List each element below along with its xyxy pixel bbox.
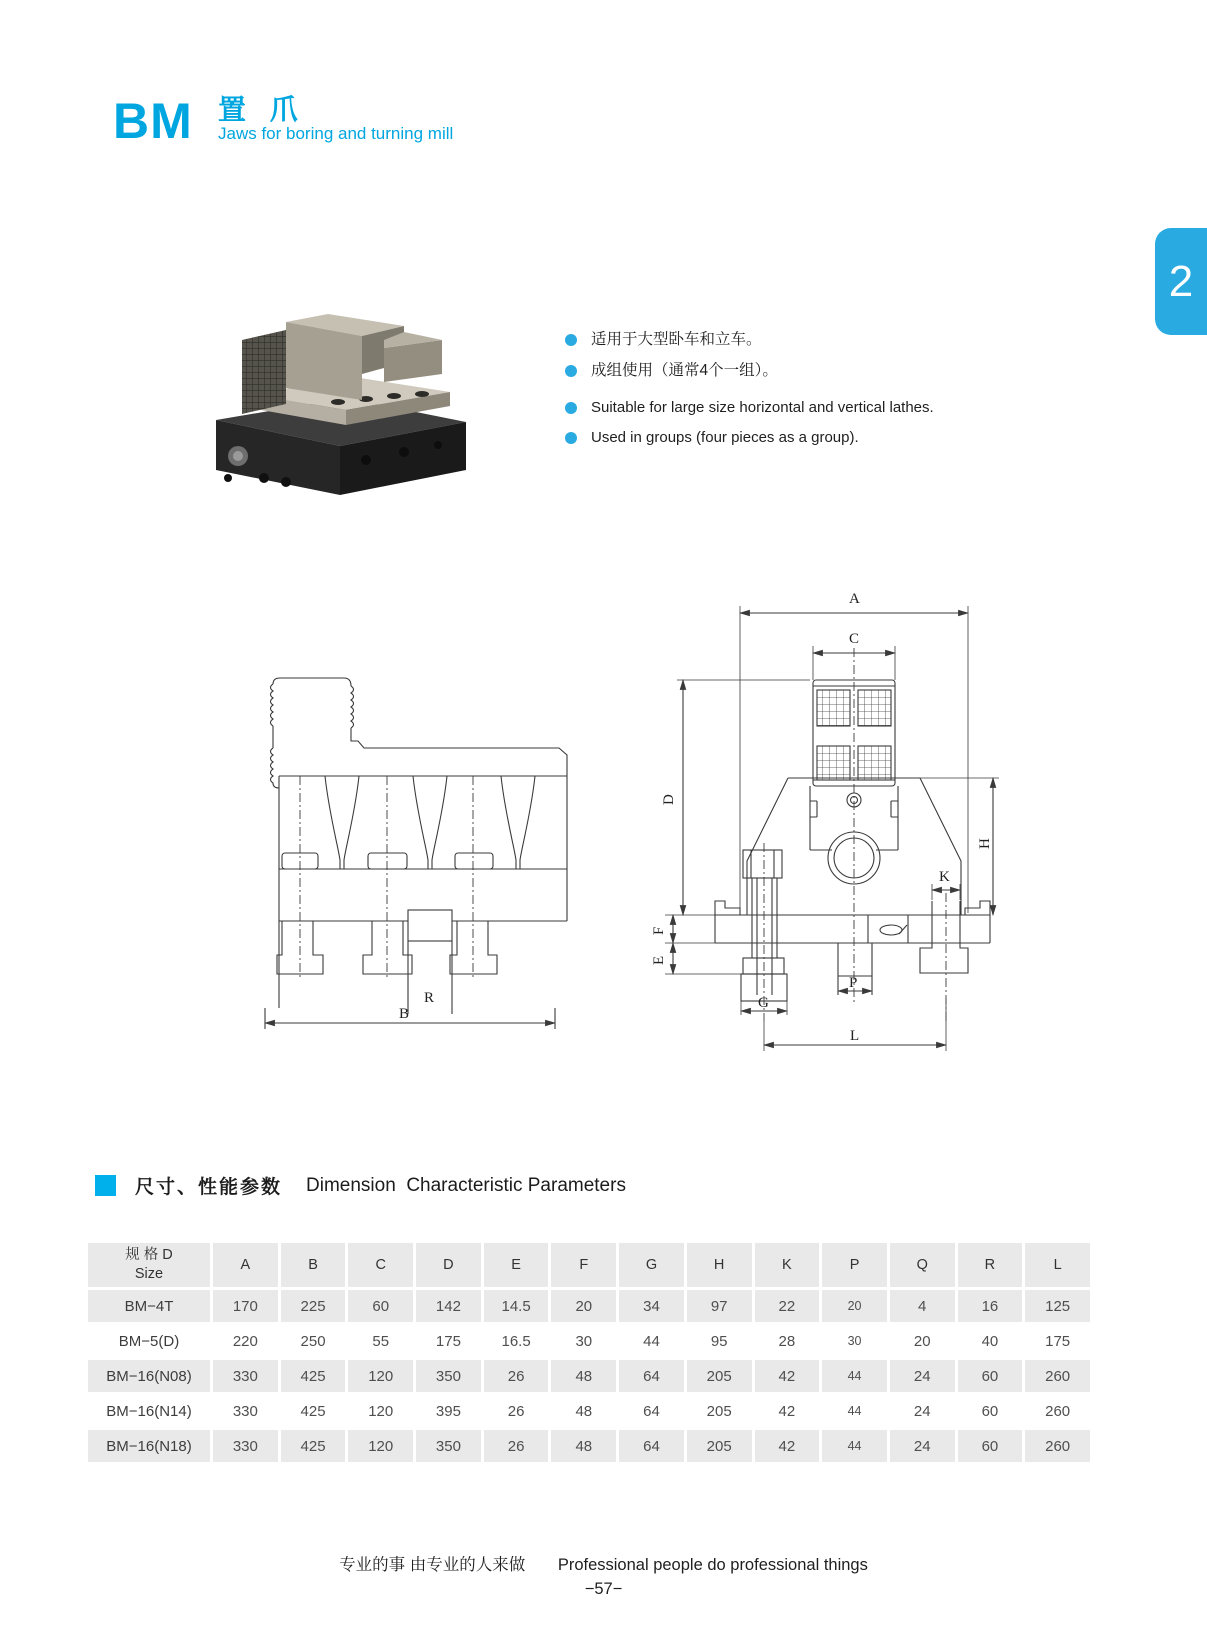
bullet-icon [565, 334, 577, 346]
feature-item [565, 330, 1085, 350]
value-cell-l: 125 [1025, 1290, 1090, 1322]
section-title-zh: 尺寸、性能参数 [135, 1177, 283, 1198]
value-cell-d: 350 [416, 1430, 481, 1462]
footer-slogan-zh: 专业的事 由专业的人来做 [339, 1556, 526, 1574]
table-row [88, 1290, 1090, 1322]
size-column-header [88, 1243, 210, 1287]
value-cell-d: 142 [416, 1290, 481, 1322]
value-cell-l: 260 [1025, 1360, 1090, 1392]
chapter-number: 2 [1168, 256, 1194, 306]
value-cell-q: 4 [890, 1290, 955, 1322]
value-cell-r: 16 [958, 1290, 1023, 1322]
table-row [88, 1360, 1090, 1392]
size-cell: BM−4T [88, 1290, 210, 1322]
features-zh [565, 330, 1085, 392]
value-cell-c: 120 [348, 1360, 413, 1392]
feature-item [565, 361, 1085, 381]
section-title [95, 1172, 626, 1199]
value-cell-l: 260 [1025, 1430, 1090, 1462]
value-cell-h: 97 [687, 1290, 752, 1322]
value-cell-q: 24 [890, 1360, 955, 1392]
value-cell-q: 24 [890, 1430, 955, 1462]
value-cell-g: 64 [619, 1360, 684, 1392]
dim-label-p: P [849, 975, 858, 991]
dim-label-h: H [977, 838, 993, 849]
feature-text: 成组使用（通常4个一组）。 [591, 362, 778, 379]
value-cell-k: 42 [755, 1395, 820, 1427]
value-cell-r: 60 [958, 1430, 1023, 1462]
value-cell-f: 48 [551, 1395, 616, 1427]
size-cell: BM−16(N18) [88, 1430, 210, 1462]
bullet-icon [565, 402, 577, 414]
value-cell-c: 55 [348, 1325, 413, 1357]
value-cell-b: 225 [281, 1290, 346, 1322]
value-cell-p: 44 [822, 1430, 887, 1462]
size-cell: BM−16(N14) [88, 1395, 210, 1427]
value-cell-r: 60 [958, 1395, 1023, 1427]
column-header-e: E [484, 1243, 549, 1287]
value-cell-d: 175 [416, 1325, 481, 1357]
table-header-row [88, 1243, 1090, 1287]
value-cell-a: 330 [213, 1360, 278, 1392]
value-cell-p: 44 [822, 1395, 887, 1427]
dim-label-f: F [651, 926, 667, 935]
value-cell-g: 64 [619, 1395, 684, 1427]
features-en [565, 398, 1085, 458]
value-cell-b: 425 [281, 1430, 346, 1462]
value-cell-k: 42 [755, 1430, 820, 1462]
column-header-f: F [551, 1243, 616, 1287]
value-cell-k: 22 [755, 1290, 820, 1322]
value-cell-h: 205 [687, 1430, 752, 1462]
value-cell-a: 220 [213, 1325, 278, 1357]
value-cell-a: 330 [213, 1395, 278, 1427]
dim-label-a: A [849, 591, 860, 607]
value-cell-e: 26 [484, 1430, 549, 1462]
value-cell-f: 30 [551, 1325, 616, 1357]
value-cell-k: 28 [755, 1325, 820, 1357]
column-header-l: L [1025, 1243, 1090, 1287]
size-cell: BM−5(D) [88, 1325, 210, 1357]
chapter-tab [1155, 228, 1207, 335]
size-header-zh: 规 格 D [125, 1247, 173, 1263]
column-header-h: H [687, 1243, 752, 1287]
value-cell-c: 120 [348, 1395, 413, 1427]
bullet-icon [565, 432, 577, 444]
value-cell-e: 26 [484, 1395, 549, 1427]
column-header-c: C [348, 1243, 413, 1287]
product-photo [198, 282, 478, 496]
value-cell-g: 64 [619, 1430, 684, 1462]
value-cell-p: 30 [822, 1325, 887, 1357]
value-cell-r: 40 [958, 1325, 1023, 1357]
dim-label-b: B [399, 1006, 410, 1022]
value-cell-f: 48 [551, 1430, 616, 1462]
value-cell-h: 205 [687, 1360, 752, 1392]
feature-item [565, 398, 1085, 417]
page-title-zh: 置 爪 [218, 94, 306, 125]
bullet-icon [565, 365, 577, 377]
dim-label-c: C [849, 631, 860, 647]
footer-slogan-en: Professional people do professional things [557, 1556, 868, 1574]
value-cell-f: 20 [551, 1290, 616, 1322]
value-cell-q: 20 [890, 1325, 955, 1357]
value-cell-b: 250 [281, 1325, 346, 1357]
dim-label-l: L [850, 1028, 860, 1044]
section-title-en: Dimension Characteristic Parameters [306, 1174, 626, 1196]
value-cell-p: 20 [822, 1290, 887, 1322]
value-cell-d: 350 [416, 1360, 481, 1392]
value-cell-f: 48 [551, 1360, 616, 1392]
value-cell-p: 44 [822, 1360, 887, 1392]
dimension-table-body [88, 1290, 1090, 1462]
size-header-en: Size [134, 1266, 164, 1282]
value-cell-q: 24 [890, 1395, 955, 1427]
value-cell-c: 120 [348, 1430, 413, 1462]
section-square-icon [95, 1175, 116, 1196]
table-row [88, 1395, 1090, 1427]
value-cell-b: 425 [281, 1395, 346, 1427]
dim-label-k: K [939, 869, 950, 885]
side-view-drawing [225, 618, 575, 1043]
size-cell: BM−16(N08) [88, 1360, 210, 1392]
column-header-q: Q [890, 1243, 955, 1287]
value-cell-b: 425 [281, 1360, 346, 1392]
value-cell-g: 44 [619, 1325, 684, 1357]
value-cell-e: 16.5 [484, 1325, 549, 1357]
value-cell-e: 26 [484, 1360, 549, 1392]
page-number: −57− [584, 1580, 623, 1598]
value-cell-g: 34 [619, 1290, 684, 1322]
value-cell-r: 60 [958, 1360, 1023, 1392]
value-cell-d: 395 [416, 1395, 481, 1427]
feature-text: 适用于大型卧车和立车。 [591, 331, 762, 348]
value-cell-k: 42 [755, 1360, 820, 1392]
footer-slogan [0, 1551, 1207, 1575]
value-cell-l: 260 [1025, 1395, 1090, 1427]
column-header-g: G [619, 1243, 684, 1287]
column-header-d: D [416, 1243, 481, 1287]
column-header-k: K [755, 1243, 820, 1287]
column-header-a: A [213, 1243, 278, 1287]
feature-item [565, 428, 1085, 447]
value-cell-a: 170 [213, 1290, 278, 1322]
value-cell-h: 95 [687, 1325, 752, 1357]
dim-label-d: D [661, 794, 677, 805]
product-code: BM [113, 93, 193, 149]
value-cell-c: 60 [348, 1290, 413, 1322]
value-cell-l: 175 [1025, 1325, 1090, 1357]
column-header-p: P [822, 1243, 887, 1287]
column-header-r: R [958, 1243, 1023, 1287]
page-subtitle-en: Jaws for boring and turning mill [218, 124, 454, 143]
table-row [88, 1325, 1090, 1357]
table-row [88, 1430, 1090, 1462]
value-cell-e: 14.5 [484, 1290, 549, 1322]
dim-label-g: G [758, 995, 769, 1011]
value-cell-a: 330 [213, 1430, 278, 1462]
dim-label-r: R [424, 990, 435, 1006]
value-cell-h: 205 [687, 1395, 752, 1427]
feature-text: Suitable for large size horizontal and vertical lathes. [591, 399, 934, 416]
dimension-table [85, 1240, 1093, 1465]
feature-text: Used in groups (four pieces as a group). [591, 429, 859, 446]
front-view-drawing [605, 543, 1025, 1063]
dim-label-e: E [651, 955, 667, 965]
product-photo-art [198, 282, 478, 496]
column-header-b: B [281, 1243, 346, 1287]
